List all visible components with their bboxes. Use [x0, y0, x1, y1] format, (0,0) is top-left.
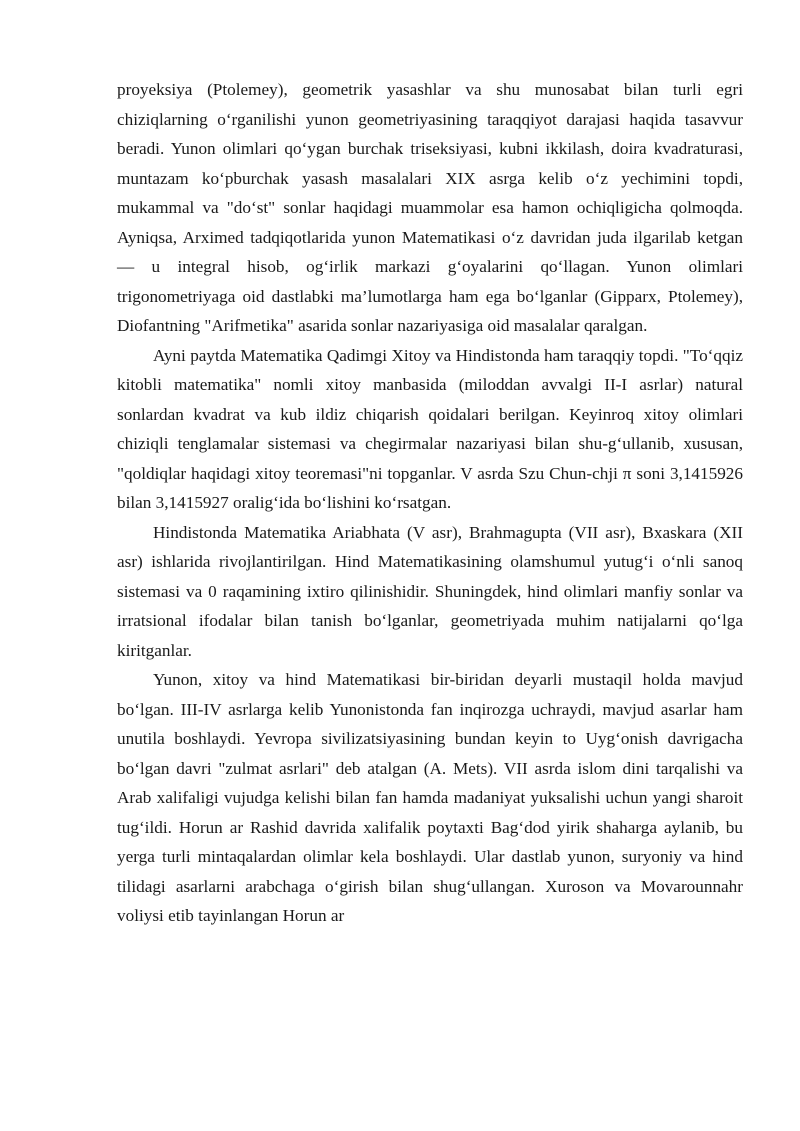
document-page [117, 75, 743, 931]
paragraph-india: Hindistonda Matematika Ariabhata (V asr), Brahmagupta (VII asr), Bxaskara (XII asr) ishlarida rivojlantirilgan. Hind Matematikasining olamshumul yutug‘i o‘nli sanoq sistemasi va 0 raqamining ixtiro qilinishidir. Shuningdek, hind olimlari manfiy sonlar va irratsional ifodalar bilan tanish bo‘lganlar, geometriyada muhim natijalarni qo‘lga kiritganlar. [117, 522, 743, 660]
paragraph-continuation: proyeksiya (Ptolemey), geometrik yasashlar va shu munosabat bilan turli egri chiziqlarning o‘rganilishi yunon geometriyasining taraqqiyot darajasi haqida tasavvur beradi. Yunon olimlari qo‘ygan burchak triseksiyasi, kubni ikkilash, doira kvadraturasi, muntazam ko‘pburchak yasash masalalari XIX asrga kelib o‘z yechimini topdi, mukammal va "do‘st" sonlar haqidagi muammolar esa hamon ochiqligicha qolmoqda. Ayniqsa, Arximed tadqiqotlarida yunon Matematikasi o‘z davridan juda ilgarilab ketgan — u integral hisob, og‘irlik markazi g‘oyalarini qo‘llagan. Yunon olimlari trigonometriyaga oid dastlabki ma’lumotlarga ham ega bo‘lganlar (Gipparx, Ptolemey), Diofantning "Arifmetika" asarida sonlar nazariyasiga oid masalalar qaralgan. [117, 80, 743, 335]
paragraph-china-india: Ayni paytda Matematika Qadimgi Xitoy va Hindistonda ham taraqqiy topdi. "To‘qqiz kitobli matematika" nomli xitoy manbasida (miloddan avvalgi II-I asrlar) natural sonlardan kvadrat va kub ildiz chiqarish qoidalari berilgan. Keyinroq xitoy olimlari chiziqli tenglamalar sistemasi va chegirmalar nazariyasi bilan shu-g‘ullanib, xususan, "qoldiqlar haqidagi xitoy teoremasi"ni topganlar. V asrda Szu Chun-chji π soni 3,1415926 bilan 3,1415927 oralig‘ida bo‘lishini ko‘rsatgan. [117, 345, 743, 512]
paragraph-islamic-era: Yunon, xitoy va hind Matematikasi bir-biridan deyarli mustaqil holda mavjud bo‘lgan. III-IV asrlarga kelib Yunonistonda fan inqirozga uchraydi, mavjud asarlar ham unutila boshlaydi. Yevropa sivilizatsiyasining bundan keyin to Uyg‘onish davrigacha bo‘lgan davri "zulmat asrlari" deb atalgan (A. Mets). VII asrda islom dini tarqalishi va Arab xalifaligi vujudga kelishi bilan fan hamda madaniyat yuksalishi uchun yangi sharoit tug‘ildi. Horun ar Rashid davrida xalifalik poytaxti Bag‘dod yirik shaharga aylanib, bu yerga turli mintaqalardan olimlar kela boshlaydi. Ular dastlab yunon, suryoniy va hind tilidagi asarlarni arabchaga o‘girish bilan shug‘ullangan. Xuroson va Movarounnahr voliysi etib tayinlangan Horun ar [117, 670, 743, 925]
